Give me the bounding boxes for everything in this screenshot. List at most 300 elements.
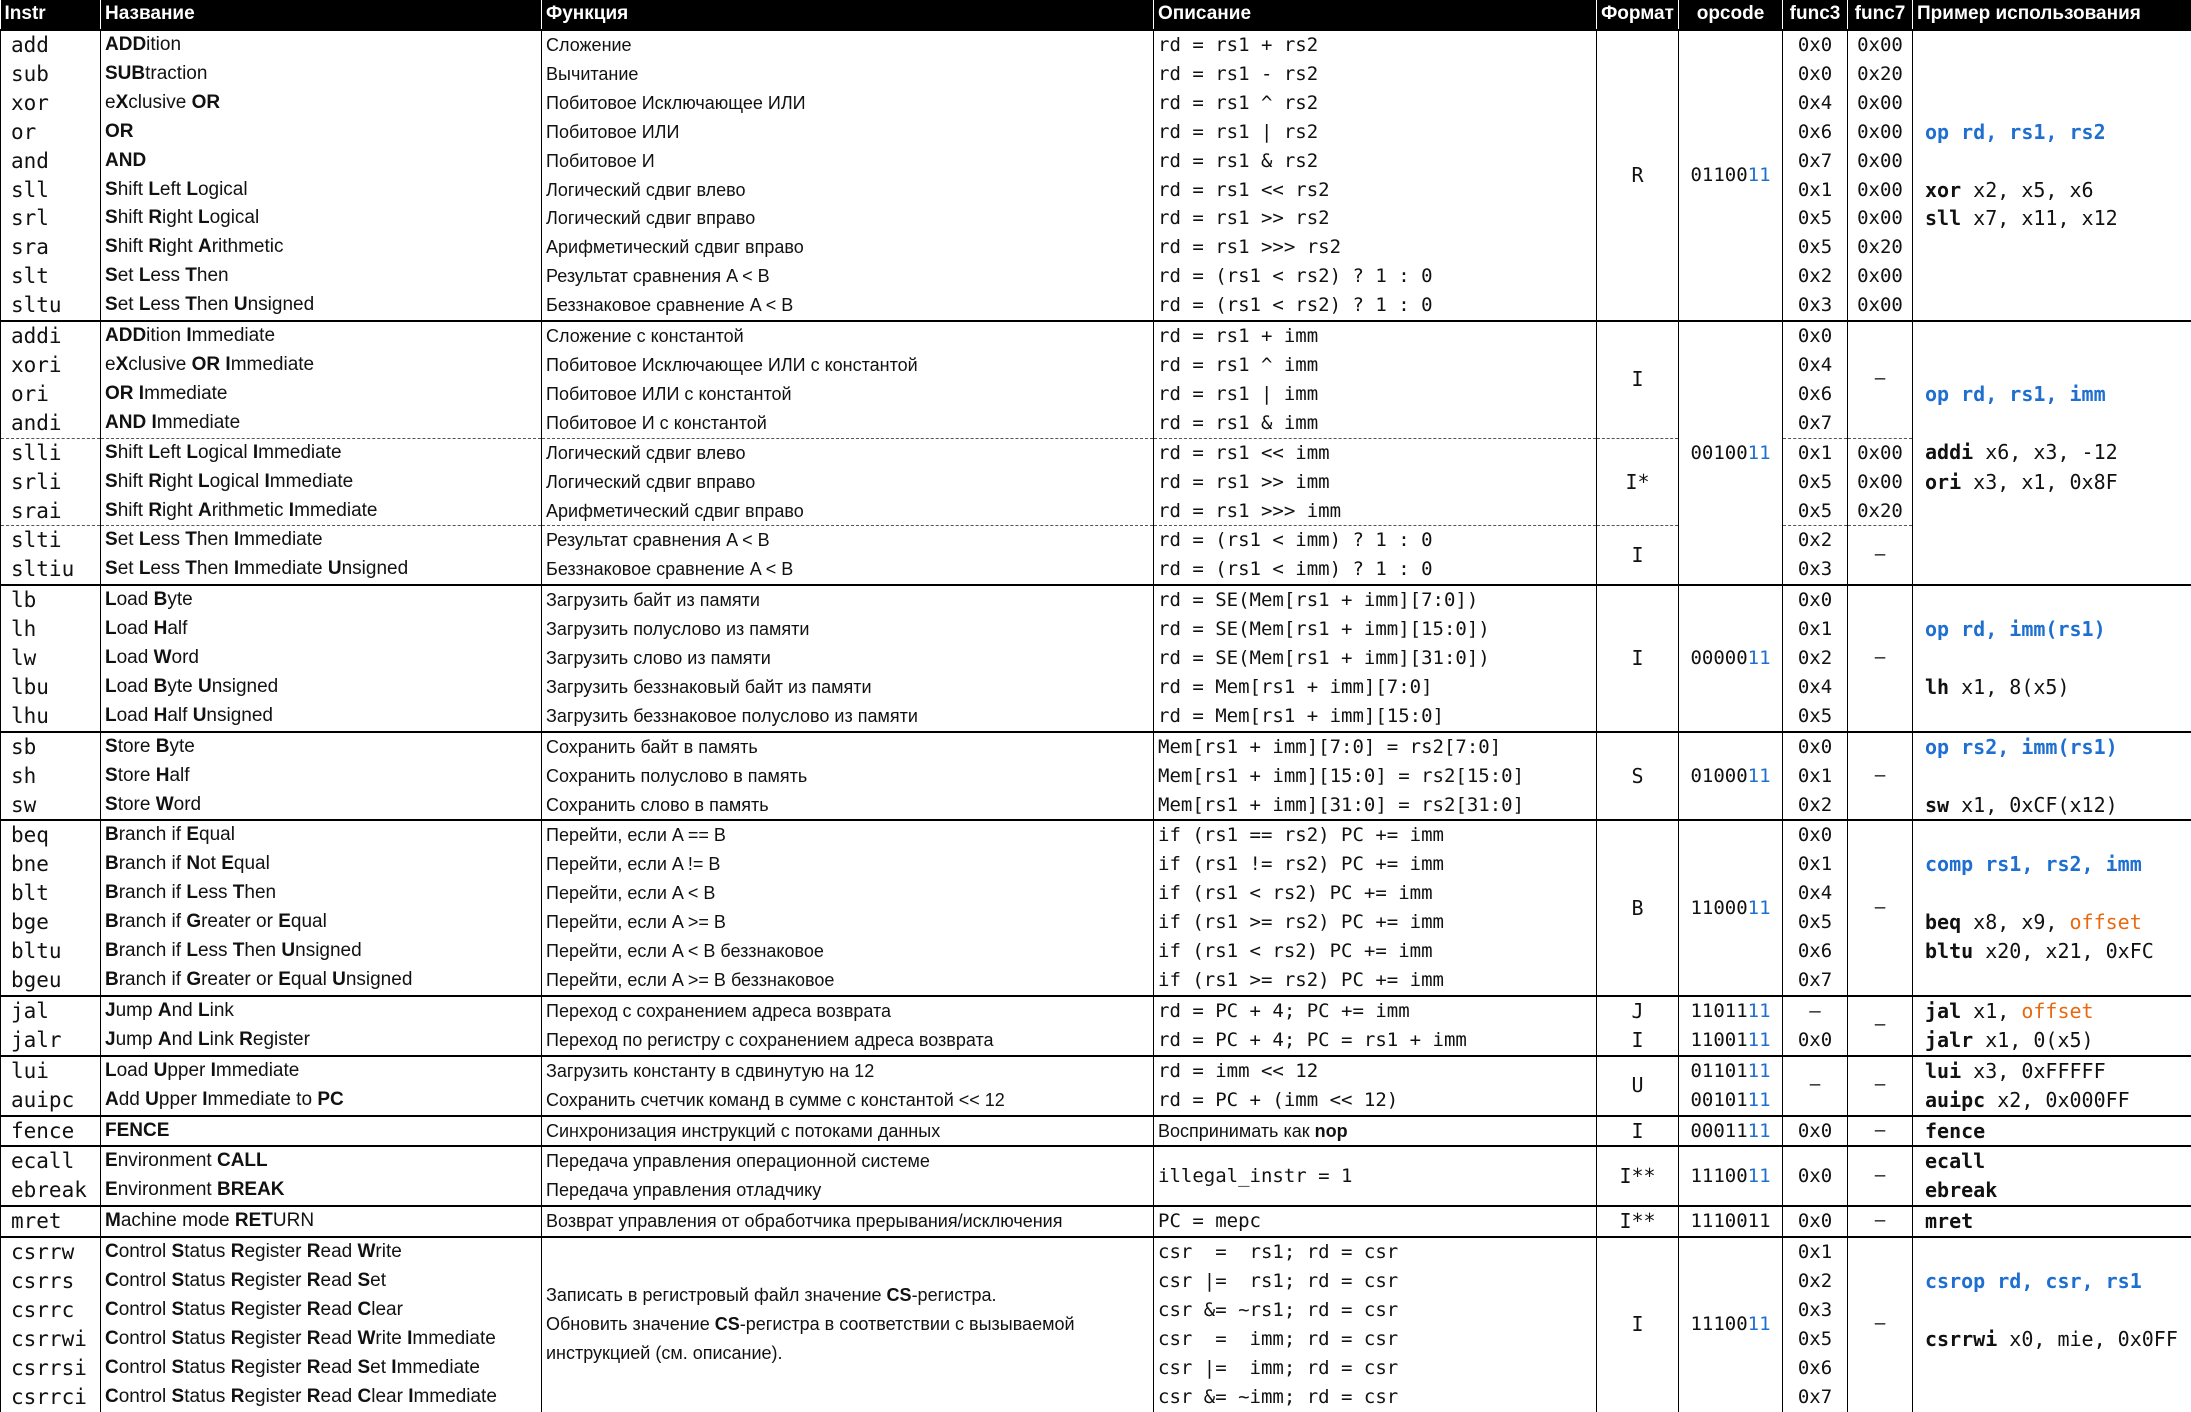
instr-name-fragment: R (307, 1241, 321, 1262)
instr-name-fragment: nd (172, 1000, 198, 1021)
instr-name-fragment: hift (118, 500, 149, 521)
instr-name-fragment: nsigned (342, 558, 409, 579)
instr-name-fragment: C (105, 1357, 119, 1378)
instr-name-fragment: L (148, 179, 160, 200)
instr-name-fragment: E (105, 1179, 118, 1200)
instr-name-fragment: ogical (198, 442, 253, 463)
instr-name-cell (101, 555, 542, 585)
table-row (1, 996, 2191, 1026)
instr-name-fragment: ranch if (119, 824, 187, 845)
instr-name-fragment: I (289, 500, 294, 521)
table-row (1, 262, 2191, 291)
instr-name-fragment: qual (291, 911, 327, 932)
text: Записать в регистровый файл значение (546, 1285, 887, 1305)
instr-name-cell (101, 380, 542, 409)
instr-name-fragment: R (239, 1029, 253, 1050)
instr-name-fragment: S (172, 1270, 185, 1291)
table-row (1, 1146, 2191, 1176)
func3-value: 0x4 (1783, 879, 1848, 908)
instr-name-fragment: U (328, 558, 342, 579)
format-value: I (1597, 1026, 1679, 1056)
func3-value: 0x1 (1783, 1237, 1848, 1267)
instr-function: Загрузить беззнаковое полуслово из памяти (542, 702, 1154, 732)
instr-name-fragment: S (105, 265, 118, 286)
instr-description: rd = (rs1 < rs2) ? 1 : 0 (1154, 262, 1597, 291)
instr-function: Синхронизация инструкций с потоками данных (542, 1116, 1154, 1147)
instr-name-fragment: oad (117, 618, 154, 639)
instr-name-cell (101, 850, 542, 879)
instr-function: Побитовое И (542, 147, 1154, 176)
instr-name-fragment: L (139, 265, 151, 286)
instr-mnemonic: sra (1, 233, 101, 262)
table-row (1, 60, 2191, 89)
instr-name-fragment: OR (105, 383, 134, 404)
instr-name-cell (101, 1146, 542, 1176)
instr-name-fragment: R (307, 1270, 321, 1291)
func3-value: 0x5 (1783, 468, 1848, 497)
instr-name-fragment: hift (118, 236, 149, 257)
instr-name-fragment: T (185, 294, 197, 315)
func3-value: 0x5 (1783, 1325, 1848, 1354)
func3-value: 0x3 (1783, 291, 1848, 321)
description-bold: nop (1315, 1121, 1348, 1141)
instr-name-fragment: ontrol (119, 1328, 172, 1349)
col-header-func7: func7 (1848, 0, 1913, 30)
example-operands: x1, 8(x5) (1949, 675, 2069, 699)
text: Обновить значение (546, 1314, 715, 1334)
instr-mnemonic: slti (1, 526, 101, 555)
instr-mnemonic: srl (1, 204, 101, 233)
opcode-low-bits: 11 (1748, 1313, 1771, 1335)
example-mnemonic: jalr (1925, 1028, 1973, 1052)
example-syntax (1913, 380, 2191, 409)
instr-description: csr |= rs1; rd = csr (1154, 1267, 1597, 1296)
instr-mnemonic: ebreak (1, 1176, 101, 1206)
instr-description: illegal_instr = 1 (1154, 1146, 1597, 1206)
instr-name-fragment: U (281, 940, 295, 961)
example-mnemonic: lh (1925, 675, 1949, 699)
func3-value: 0x2 (1783, 262, 1848, 291)
instr-description: rd = rs1 << rs2 (1154, 176, 1597, 205)
instr-name-fragment: B (105, 882, 119, 903)
instr-name-fragment: ontrol (119, 1299, 172, 1320)
func3-value: 0x7 (1783, 1383, 1848, 1412)
instr-function: Беззнаковое сравнение A < B (542, 555, 1154, 585)
instr-name-fragment: U (234, 294, 248, 315)
example-empty (1913, 526, 2191, 555)
instr-description: PC = mepc (1154, 1206, 1597, 1237)
instr-description: rd = rs1 << imm (1154, 438, 1597, 467)
instr-name-fragment: e (105, 92, 116, 113)
instr-name-fragment: tore (118, 794, 156, 815)
opcode-low-bits: 11 (1748, 1060, 1771, 1082)
func7-dash: – (1848, 585, 1913, 732)
example-syntax-text: op rs2, imm(rs1) (1925, 735, 2118, 759)
instr-mnemonic: csrrwi (1, 1325, 101, 1354)
instr-name-fragment: S (172, 1357, 185, 1378)
instr-name-fragment: ontrol (119, 1270, 172, 1291)
instr-name-fragment: C (357, 1386, 371, 1407)
instr-description: rd = (rs1 < rs2) ? 1 : 0 (1154, 291, 1597, 321)
instr-function: Загрузить беззнаковый байт из памяти (542, 673, 1154, 702)
instr-name-fragment: ump (116, 1029, 158, 1050)
instr-name-fragment: mmediate (412, 1328, 495, 1349)
instr-name-fragment: ess (150, 265, 185, 286)
instr-function: Арифметический сдвиг вправо (542, 233, 1154, 262)
text-bold: CS (887, 1285, 912, 1305)
instr-name-fragment: E (278, 911, 291, 932)
func7-value: 0x20 (1848, 233, 1913, 262)
example-code (1913, 468, 2191, 497)
instr-name-fragment: tore (118, 736, 156, 757)
func7-value: 0x00 (1848, 438, 1913, 467)
instr-name-fragment: R (148, 236, 162, 257)
instr-function: Сложение (542, 30, 1154, 60)
table-row (1, 176, 2191, 205)
instr-name-fragment: C (105, 1299, 119, 1320)
instr-name-fragment: L (139, 558, 151, 579)
func3-value: 0x3 (1783, 1296, 1848, 1325)
instr-name-fragment: tatus (184, 1386, 230, 1407)
instr-name-cell (101, 497, 542, 526)
instr-name-fragment: hen (244, 940, 281, 961)
instr-name-fragment: C (105, 1270, 119, 1291)
instr-mnemonic: lb (1, 585, 101, 615)
instr-name-cell (101, 791, 542, 821)
instr-mnemonic: srli (1, 468, 101, 497)
instr-description: if (rs1 >= rs2) PC += imm (1154, 908, 1597, 937)
func3-value: 0x7 (1783, 147, 1848, 176)
table-row (1, 1116, 2191, 1147)
instr-mnemonic: lbu (1, 673, 101, 702)
instr-name-fragment: mmediate (270, 471, 353, 492)
instr-description: rd = SE(Mem[rs1 + imm][31:0]) (1154, 644, 1597, 673)
instr-name-fragment: S (357, 1357, 370, 1378)
example-syntax (1913, 850, 2191, 879)
func7-dash: – (1848, 1116, 1913, 1147)
instr-name-fragment: ink (210, 1000, 234, 1021)
col-header-func3: func3 (1783, 0, 1848, 30)
instr-name-fragment: R (231, 1270, 245, 1291)
opcode-low-bits: 11 (1748, 1000, 1771, 1022)
instr-name-fragment: U (193, 705, 207, 726)
format-value: I** (1597, 1146, 1679, 1206)
instr-name-fragment: qual (199, 824, 235, 845)
instr-name-cell (101, 879, 542, 908)
instr-function: Переход по регистру с сохранением адреса возврата (542, 1026, 1154, 1056)
example-empty (1913, 644, 2191, 673)
instr-name-fragment: ead (321, 1299, 358, 1320)
opcode-low-bits: 11 (1748, 1029, 1771, 1051)
col-header-function: Функция (542, 0, 1154, 30)
example-code (1913, 1146, 2191, 1176)
instr-mnemonic: mret (1, 1206, 101, 1237)
instr-name-fragment: I (186, 325, 191, 346)
example-operands: x2, x5, x6 (1961, 178, 2093, 202)
instr-name-fragment: et (118, 294, 139, 315)
example-empty (1913, 30, 2191, 60)
instr-name-fragment: S (172, 1299, 185, 1320)
instr-name-fragment: hen (197, 529, 234, 550)
instr-name-fragment: S (172, 1386, 185, 1407)
instr-name-fragment: S (105, 236, 118, 257)
opcode-high-bits: 11000 (1690, 897, 1747, 919)
instr-name-fragment: achine mode (121, 1210, 235, 1231)
func3-value: 0x7 (1783, 966, 1848, 996)
instr-name-fragment: rithmetic (212, 236, 284, 257)
example-offset: offset (2070, 910, 2142, 934)
instr-name-fragment: ess (150, 294, 185, 315)
example-code (1913, 908, 2191, 937)
func7-dash: – (1848, 996, 1913, 1056)
instr-function: Результат сравнения A < B (542, 526, 1154, 555)
instr-name-fragment: AND (105, 412, 146, 433)
func7-value: 0x00 (1848, 30, 1913, 60)
instr-name-fragment: R (231, 1328, 245, 1349)
example-empty (1913, 585, 2191, 615)
instr-function: Побитовое ИЛИ с константой (542, 380, 1154, 409)
csr-function-text (542, 1237, 1154, 1411)
instr-function: Переход с сохранением адреса возврата (542, 996, 1154, 1026)
instr-function: Побитовое Исключающее ИЛИ с константой (542, 351, 1154, 380)
instr-mnemonic: fence (1, 1116, 101, 1147)
instr-name-fragment: et (370, 1357, 391, 1378)
instr-mnemonic: ecall (1, 1146, 101, 1176)
instr-name-fragment: tatus (184, 1299, 230, 1320)
opcode-value (1679, 1086, 1783, 1116)
instr-name-fragment: mmediate (258, 442, 341, 463)
instr-name-fragment: ranch if (119, 969, 187, 990)
instr-name-fragment: I (408, 1386, 413, 1407)
instr-name-fragment: ight (162, 236, 198, 257)
opcode-low-bits: 11 (1748, 1089, 1771, 1111)
instr-mnemonic: jal (1, 996, 101, 1026)
instr-name-fragment: oad (117, 647, 154, 668)
instr-function: Сложение с константой (542, 321, 1154, 351)
instr-description: rd = rs1 >>> rs2 (1154, 233, 1597, 262)
format-value: I (1597, 1116, 1679, 1147)
instr-mnemonic: sub (1, 60, 101, 89)
instr-name-fragment: ight (162, 471, 198, 492)
instr-name-fragment: C (105, 1328, 119, 1349)
instr-function: Вычитание (542, 60, 1154, 89)
instr-name-fragment: ord (174, 794, 201, 815)
instr-description: rd = SE(Mem[rs1 + imm][15:0]) (1154, 615, 1597, 644)
instr-name-fragment: S (105, 558, 118, 579)
instr-name-cell (101, 1176, 542, 1206)
instr-description: csr |= imm; rd = csr (1154, 1354, 1597, 1383)
instr-function: Сохранить счетчик команд в сумме с константой << 12 (542, 1086, 1154, 1116)
instr-function: Загрузить константу в сдвинутую на 12 (542, 1056, 1154, 1086)
instr-name-fragment: L (105, 705, 117, 726)
example-syntax (1913, 1267, 2191, 1296)
instr-name-cell (101, 762, 542, 791)
instr-name-fragment: OR (192, 354, 221, 375)
func3-value: 0x0 (1783, 60, 1848, 89)
example-operands: x0, mie, 0x0FF (1997, 1327, 2178, 1351)
col-header-example: Пример использования (1913, 0, 2191, 30)
instr-description: rd = (rs1 < imm) ? 1 : 0 (1154, 526, 1597, 555)
instr-name-fragment: oad (117, 1060, 154, 1081)
instr-name-fragment: I (391, 1357, 396, 1378)
instr-name-fragment: S (105, 736, 118, 757)
func3-value: 0x5 (1783, 233, 1848, 262)
instr-name-fragment: R (231, 1241, 245, 1262)
func7-dash: – (1848, 321, 1913, 438)
instr-name-fragment: AND (105, 150, 146, 171)
example-mnemonic: ecall (1925, 1149, 1985, 1173)
example-operands: x3, x1, 0x8F (1961, 470, 2118, 494)
example-empty (1913, 60, 2191, 89)
example-empty (1913, 966, 2191, 996)
example-code (1913, 204, 2191, 233)
instr-description: if (rs1 != rs2) PC += imm (1154, 850, 1597, 879)
instr-description: rd = rs1 + rs2 (1154, 30, 1597, 60)
func3-value: 0x4 (1783, 673, 1848, 702)
format-value: I (1597, 1237, 1679, 1411)
instr-name-fragment: nsigned (206, 705, 273, 726)
instr-name-fragment: egister (244, 1299, 306, 1320)
example-code (1913, 1026, 2191, 1056)
example-operands: x1, (1961, 999, 2021, 1023)
func7-value: 0x00 (1848, 291, 1913, 321)
instr-name-fragment: clusive (128, 354, 191, 375)
instr-name-fragment: W (357, 1241, 375, 1262)
instr-name-fragment: B (105, 969, 119, 990)
func7-dash: – (1848, 1056, 1913, 1116)
instr-name-fragment: ess (198, 882, 233, 903)
func3-value: 0x2 (1783, 644, 1848, 673)
instr-name-fragment: ranch if (119, 882, 187, 903)
instr-name-fragment: traction (145, 63, 207, 84)
instr-name-fragment: rite (375, 1241, 401, 1262)
instr-name-fragment: B (154, 676, 168, 697)
instr-name-fragment: dd (119, 1089, 145, 1110)
instr-name-fragment: U (145, 1089, 159, 1110)
instr-name-fragment: hift (118, 471, 149, 492)
instr-name-cell (101, 60, 542, 89)
col-header-opcode: opcode (1679, 0, 1783, 30)
table-row (1, 89, 2191, 118)
instr-description: rd = rs1 | imm (1154, 380, 1597, 409)
instr-name-fragment: nvironment (118, 1179, 217, 1200)
instr-function: Перейти, если A != B (542, 850, 1154, 879)
instr-name-fragment: ead (321, 1270, 358, 1291)
example-empty (1913, 147, 2191, 176)
instr-name-fragment: oad (117, 589, 154, 610)
example-operands: x20, x21, 0xFC (1973, 939, 2154, 963)
instr-name-fragment: L (186, 882, 198, 903)
instr-name-cell (101, 908, 542, 937)
instr-name-fragment: hen (197, 558, 234, 579)
func7-value: 0x20 (1848, 60, 1913, 89)
format-value: S (1597, 732, 1679, 821)
instr-name-fragment: S (172, 1328, 185, 1349)
func7-value: 0x00 (1848, 147, 1913, 176)
instr-name-fragment: B (156, 736, 170, 757)
instr-name-fragment: L (105, 589, 117, 610)
instr-name-cell (101, 118, 542, 147)
instr-name-fragment: egister (244, 1357, 306, 1378)
instr-name-fragment: B (105, 853, 119, 874)
example-operands: x3, 0xFFFFF (1961, 1059, 2106, 1083)
instr-name-fragment: ADD (105, 325, 146, 346)
instr-mnemonic: beq (1, 820, 101, 850)
text: -регистра в соответствии с вызываемой (740, 1314, 1075, 1334)
instr-name-fragment: A (105, 1089, 119, 1110)
instr-name-fragment: I (151, 412, 156, 433)
instr-name-fragment: X (116, 92, 129, 113)
func3-value: 0x1 (1783, 438, 1848, 467)
instr-function: Перейти, если A >= B беззнаковое (542, 966, 1154, 996)
instr-description: if (rs1 < rs2) PC += imm (1154, 879, 1597, 908)
instr-name-fragment: egister (244, 1241, 306, 1262)
instr-function: Загрузить полуслово из памяти (542, 615, 1154, 644)
instr-name-fragment: R (307, 1386, 321, 1407)
instr-mnemonic: sltiu (1, 555, 101, 585)
instr-name-fragment: L (186, 442, 198, 463)
instr-name-fragment: nd (172, 1029, 198, 1050)
instr-function: Сохранить полуслово в память (542, 762, 1154, 791)
table-row (1, 732, 2191, 762)
example-empty (1913, 321, 2191, 351)
table-row (1, 204, 2191, 233)
func3-value: 0x0 (1783, 1026, 1848, 1056)
instr-name-fragment: L (186, 179, 198, 200)
example-mnemonic: auipc (1925, 1088, 1985, 1112)
instr-name-fragment: alf (169, 765, 189, 786)
instr-name-fragment: qual (234, 853, 270, 874)
instr-function: Загрузить байт из памяти (542, 585, 1154, 615)
instr-name-fragment: U (198, 676, 212, 697)
instr-name-fragment: S (105, 500, 118, 521)
func3-value: 0x1 (1783, 615, 1848, 644)
table-row (1, 497, 2191, 526)
func3-value: 0x5 (1783, 204, 1848, 233)
instr-name-cell (101, 233, 542, 262)
instr-function: Результат сравнения A < B (542, 262, 1154, 291)
instr-name-fragment: R (307, 1357, 321, 1378)
instr-name-fragment: B (105, 824, 119, 845)
instr-name-cell (101, 1354, 542, 1383)
func3-value: 0x6 (1783, 937, 1848, 966)
instr-function: Передача управления операционной системе (542, 1146, 1154, 1176)
instr-name-fragment: T (233, 882, 245, 903)
example-empty (1913, 1383, 2191, 1412)
format-value: I (1597, 526, 1679, 585)
example-syntax-text: op rd, imm(rs1) (1925, 617, 2106, 641)
opcode-high-bits: 11001 (1690, 1029, 1747, 1051)
func7-dash: – (1848, 732, 1913, 821)
instr-name-fragment: mmediate (294, 500, 377, 521)
instr-description: rd = rs1 >> rs2 (1154, 204, 1597, 233)
instr-name-fragment: S (105, 179, 118, 200)
example-mnemonic: sw (1925, 793, 1949, 817)
csr-function-line-1 (546, 1281, 1153, 1310)
instr-description: Mem[rs1 + imm][15:0] = rs2[15:0] (1154, 762, 1597, 791)
instr-name-fragment: hen (197, 265, 229, 286)
instr-name-fragment: egister (244, 1270, 306, 1291)
instr-name-cell (101, 262, 542, 291)
instr-description: Mem[rs1 + imm][7:0] = rs2[7:0] (1154, 732, 1597, 762)
table-row (1, 1237, 2191, 1267)
instr-name-cell (101, 996, 542, 1026)
instr-name-fragment: R (231, 1299, 245, 1320)
instr-name-cell (101, 409, 542, 438)
instr-name-cell (101, 1086, 542, 1116)
func7-value: 0x00 (1848, 204, 1913, 233)
instr-name-fragment: R (148, 500, 162, 521)
